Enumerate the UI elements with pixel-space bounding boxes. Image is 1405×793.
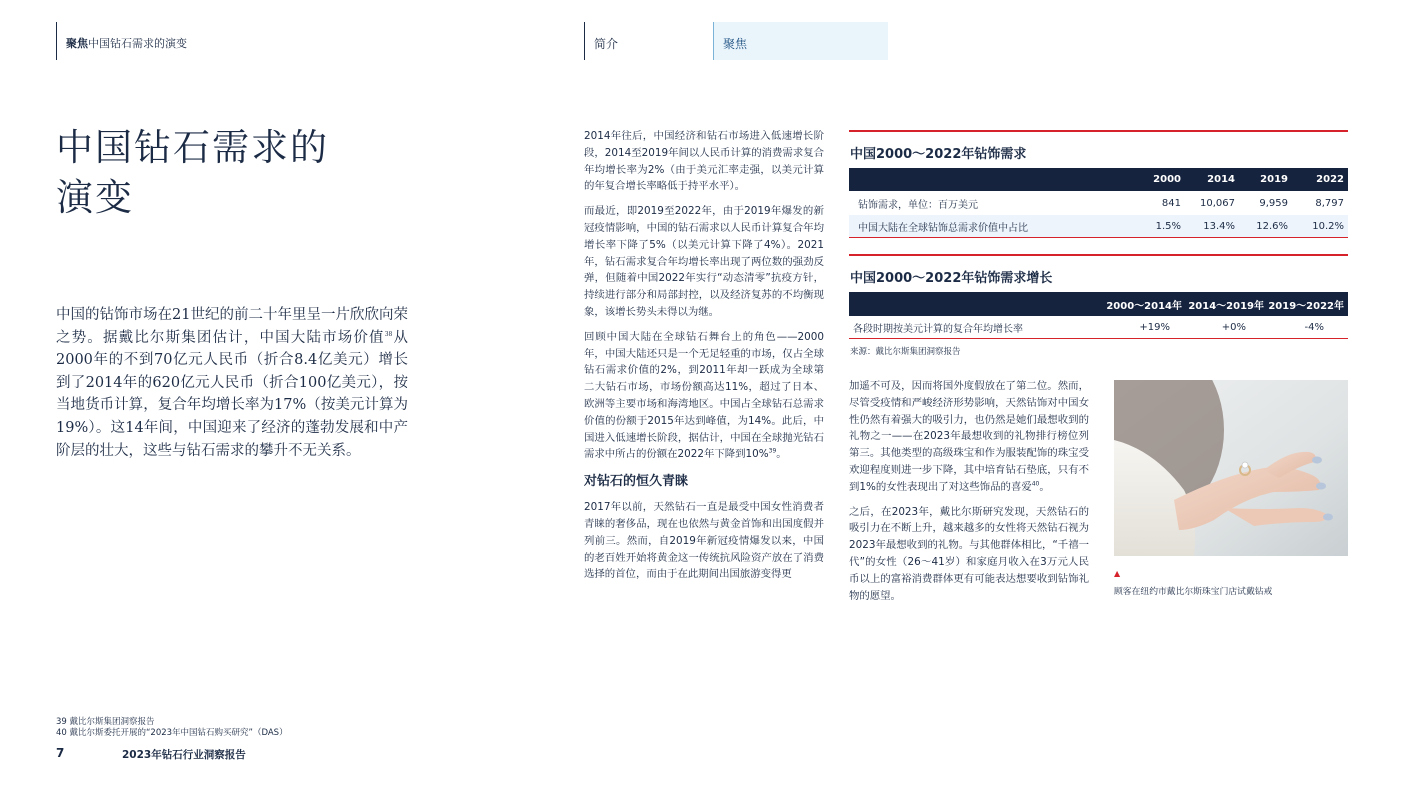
ring-photo [1114, 380, 1348, 556]
footnote-40: 40 戴比尔斯委托开展的“2023年中国钻石购买研究”（DAS） [56, 728, 288, 738]
table-source: 来源：戴比尔斯集团洞察报告 [850, 347, 961, 357]
page-title [56, 123, 329, 223]
breadcrumb-title: 中国钻石需求的演变 [88, 37, 187, 50]
col-2022: 2022 [1316, 174, 1344, 185]
page-title-line2: 演变 [56, 176, 134, 219]
cell-value: 9,959 [1259, 197, 1288, 209]
paragraph-5 [849, 378, 1089, 496]
demand-table-title: 中国2000～2022年钻饰需求 [850, 147, 1027, 162]
table-row [849, 316, 1348, 339]
col-2014-2019: 2014～2019年 [1188, 300, 1264, 312]
col-2019: 2019 [1260, 174, 1288, 185]
tab-focus[interactable]: 聚焦 [713, 22, 888, 60]
lead-paragraph [56, 304, 408, 462]
paragraph-5-text: 加遥不可及，因而将国外度假放在了第二位。然而，尽管受疫情和严峻经济形势影响，天然钻饰对中国女性仍然有着强大的吸引力，也仍然是她们最想收到的礼物之一——在2023年最想收到的礼物排行榜位列第三。其他类型的高级珠宝和作为服装配饰的珠宝受欢迎程度则进一步下降，其中培育钻石垫底，只有不到1%的女性表现出了对这些饰品的喜爱 [849, 380, 1089, 493]
ring-photo-illustration [1114, 380, 1348, 556]
breadcrumb [56, 22, 187, 60]
cell-value: 1.5% [1155, 220, 1181, 232]
photo-caption: 顾客在纽约市戴比尔斯珠宝门店试戴钻戒 [1114, 587, 1273, 597]
col-2014: 2014 [1207, 174, 1235, 185]
paragraph-3 [584, 329, 824, 463]
col-2000-2014: 2000～2014年 [1106, 300, 1182, 312]
col-2019-2022: 2019～2022年 [1268, 300, 1344, 312]
cell-value: 841 [1161, 197, 1181, 209]
row-label: 钻饰需求，单位：百万美元 [858, 199, 978, 211]
lead-text-post: 从2000年的不到70亿元人民币（折合8.4亿美元）增长到了2014年的620亿元人民币（折合100亿美元），按当地货币计算，复合年均增长率为17%（按美元计算为19%）。这14年间，中国迎来了经济的蓬勃发展和中产阶层的壮大，这些与钻石需求的攀升不无关系。 [56, 329, 409, 459]
demand-table-header [849, 168, 1348, 191]
cell-value: +19% [1139, 321, 1170, 333]
lead-text-pre: 中国的钻饰市场在21世纪的前二十年里呈一片欣欣向荣之势。据戴比尔斯集团估计，中国大陆市场价值 [56, 307, 408, 346]
col-2000: 2000 [1153, 174, 1181, 185]
report-name: 2023年钻石行业洞察报告 [122, 749, 246, 761]
table-row [849, 215, 1348, 238]
footnote-ref-40[interactable]: 40 [1031, 480, 1040, 488]
breadcrumb-section: 聚焦 [66, 37, 88, 50]
cell-value: 10.2% [1312, 220, 1344, 232]
growth-table [849, 254, 1348, 357]
caption-marker-icon: ▲ [1114, 569, 1121, 578]
page-number: 7 [56, 746, 65, 760]
cell-value: 12.6% [1256, 220, 1288, 232]
paragraph-1: 2014年往后，中国经济和钻石市场进入低速增长阶段，2014至2019年间以人民币计算的消费需求复合年均增长率为2%（由于美元汇率走强，以美元计算的年复合增长率略低于持平水平）。 [584, 130, 824, 193]
article-column-middle [584, 128, 824, 591]
section-tabs [584, 22, 888, 60]
row-label: 中国大陆在全球钻饰总需求价值中占比 [858, 222, 1028, 234]
growth-table-header [849, 292, 1348, 316]
cell-value: 8,797 [1315, 197, 1344, 209]
cell-value: +0% [1221, 321, 1246, 333]
section-heading: 对钻石的恒久青睐 [584, 474, 689, 490]
footnote-ref-38[interactable]: 38 [384, 330, 393, 338]
paragraph-5-end: 。 [1039, 480, 1050, 493]
paragraph-3-end: 。 [776, 448, 787, 461]
cell-value: -4% [1304, 321, 1324, 333]
row-label: 各段时期按美元计算的复合年均增长率 [853, 323, 1023, 335]
footnote-ref-39[interactable]: 39 [768, 447, 777, 455]
footnotes [56, 717, 288, 739]
footnote-39: 39 戴比尔斯集团洞察报告 [56, 717, 155, 727]
paragraph-6: 之后，在2023年，戴比尔斯研究发现，天然钻石的吸引力在不断上升，越来越多的女性将天然钻石视为2023年最想收到的礼物。与其他群体相比，“千禧一代”的女性（26～41岁）和家庭月收入在3万元人民币以上的富裕消费群体更有可能表达想要收到钻饰礼物的愿望。 [849, 505, 1089, 602]
paragraph-3-text: 回顾中国大陆在全球钻石舞台上的角色——2000年，中国大陆还只是一个无足轻重的市场，仅占全球钻石需求价值的2%，到2011年却一跃成为全球第二大钻石市场，市场份额高达11%，超过了日本、欧洲等主要市场和海湾地区。中国占全球钻石总需求价值的份额于2015年达到峰值，为14%。此后，中国进入低速增长阶段，据估计，中国在全球抛光钻石需求中所占的份额在2022年下降到10% [584, 330, 824, 461]
table-row [849, 191, 1348, 215]
paragraph-4: 2017年以前，天然钻石一直是最受中国女性消费者青睐的奢侈品，现在也依然与黄金首饰和出国度假并列前三。然而，自2019年新冠疫情爆发以来，中国的老百姓开始将黄金这一传统抗风险资产放在了消费选择的首位，而由于在此期间出国旅游变得更 [584, 501, 824, 581]
paragraph-2: 而最近，即2019至2022年，由于2019年爆发的新冠疫情影响，中国的钻石需求以人民币计算复合年均增长率下降了5%（以美元计算下降了4%）。2021年，钻石需求复合年均增长率出现了两位数的强劲反弹，但随着中国2022年实行“动态清零”抗疫方针，持续进行部分和局部封控，以及经济复苏的不均衡现象，该增长势头未得以为继。 [584, 205, 824, 318]
growth-table-title: 中国2000～2022年钻饰需求增长 [850, 271, 1053, 286]
article-column-right [849, 378, 1089, 612]
page-title-line1: 中国钻石需求的 [56, 126, 329, 169]
demand-table [849, 130, 1348, 238]
cell-value: 10,067 [1200, 197, 1235, 209]
cell-value: 13.4% [1203, 220, 1235, 232]
tab-intro[interactable]: 简介 [584, 22, 713, 60]
